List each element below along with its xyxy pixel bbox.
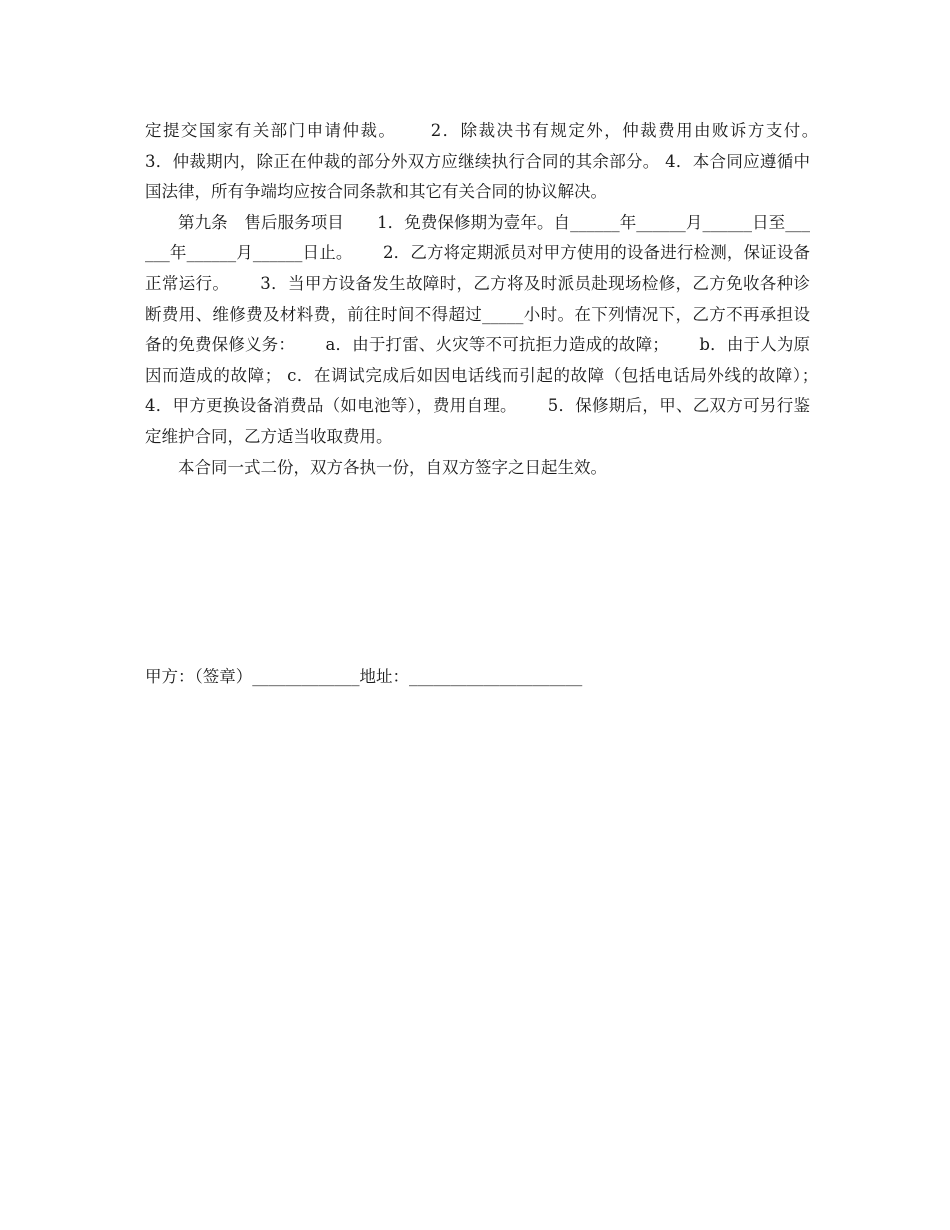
paragraph-arbitration: 定提交国家有关部门申请仲裁。 2．除裁决书有规定外，仲裁费用由败诉方支付。 3．仲裁期内，除正在仲裁的部分外双方应继续执行合同的其余部分。 4．本合同应遵循中国法律，所有争端均应按合同条款和其它有关合同的协议解决。 bbox=[145, 121, 849, 202]
paragraph-after-sales-service: 第九条 售后服务项目 1．免费保修期为壹年。自______年______月______日至______年______月______日止。 2．乙方将定期派员对甲方使用的设备进行检测，保证设备正常运行。 3．当甲方设备发生故障时，乙方将及时派员赴现场检修，乙方免收各种诊断费用、维修费及材料费，前往时间不得超过_____小时。在下列情况下，乙方不再承担设备的免费保修义务： a．由于打雷、火灾等不可抗拒力造成的故障； b．由于人为原因而造成的故障； c．在调试完成后如因电话线而引起的故障（包括电话局外线的故障）； 4．甲方更换设备消费品（如电池等），费用自理。 5．保修期后，甲、乙双方可另行鉴定维护合同，乙方适当收取费用。 bbox=[145, 212, 849, 446]
contract-body bbox=[145, 116, 849, 483]
paragraph-copies-effective: 本合同一式二份，双方各执一份，自双方签字之日起生效。 bbox=[178, 457, 607, 477]
signature-line: 甲方：（签章）_____________地址：_____________________ bbox=[145, 667, 583, 686]
